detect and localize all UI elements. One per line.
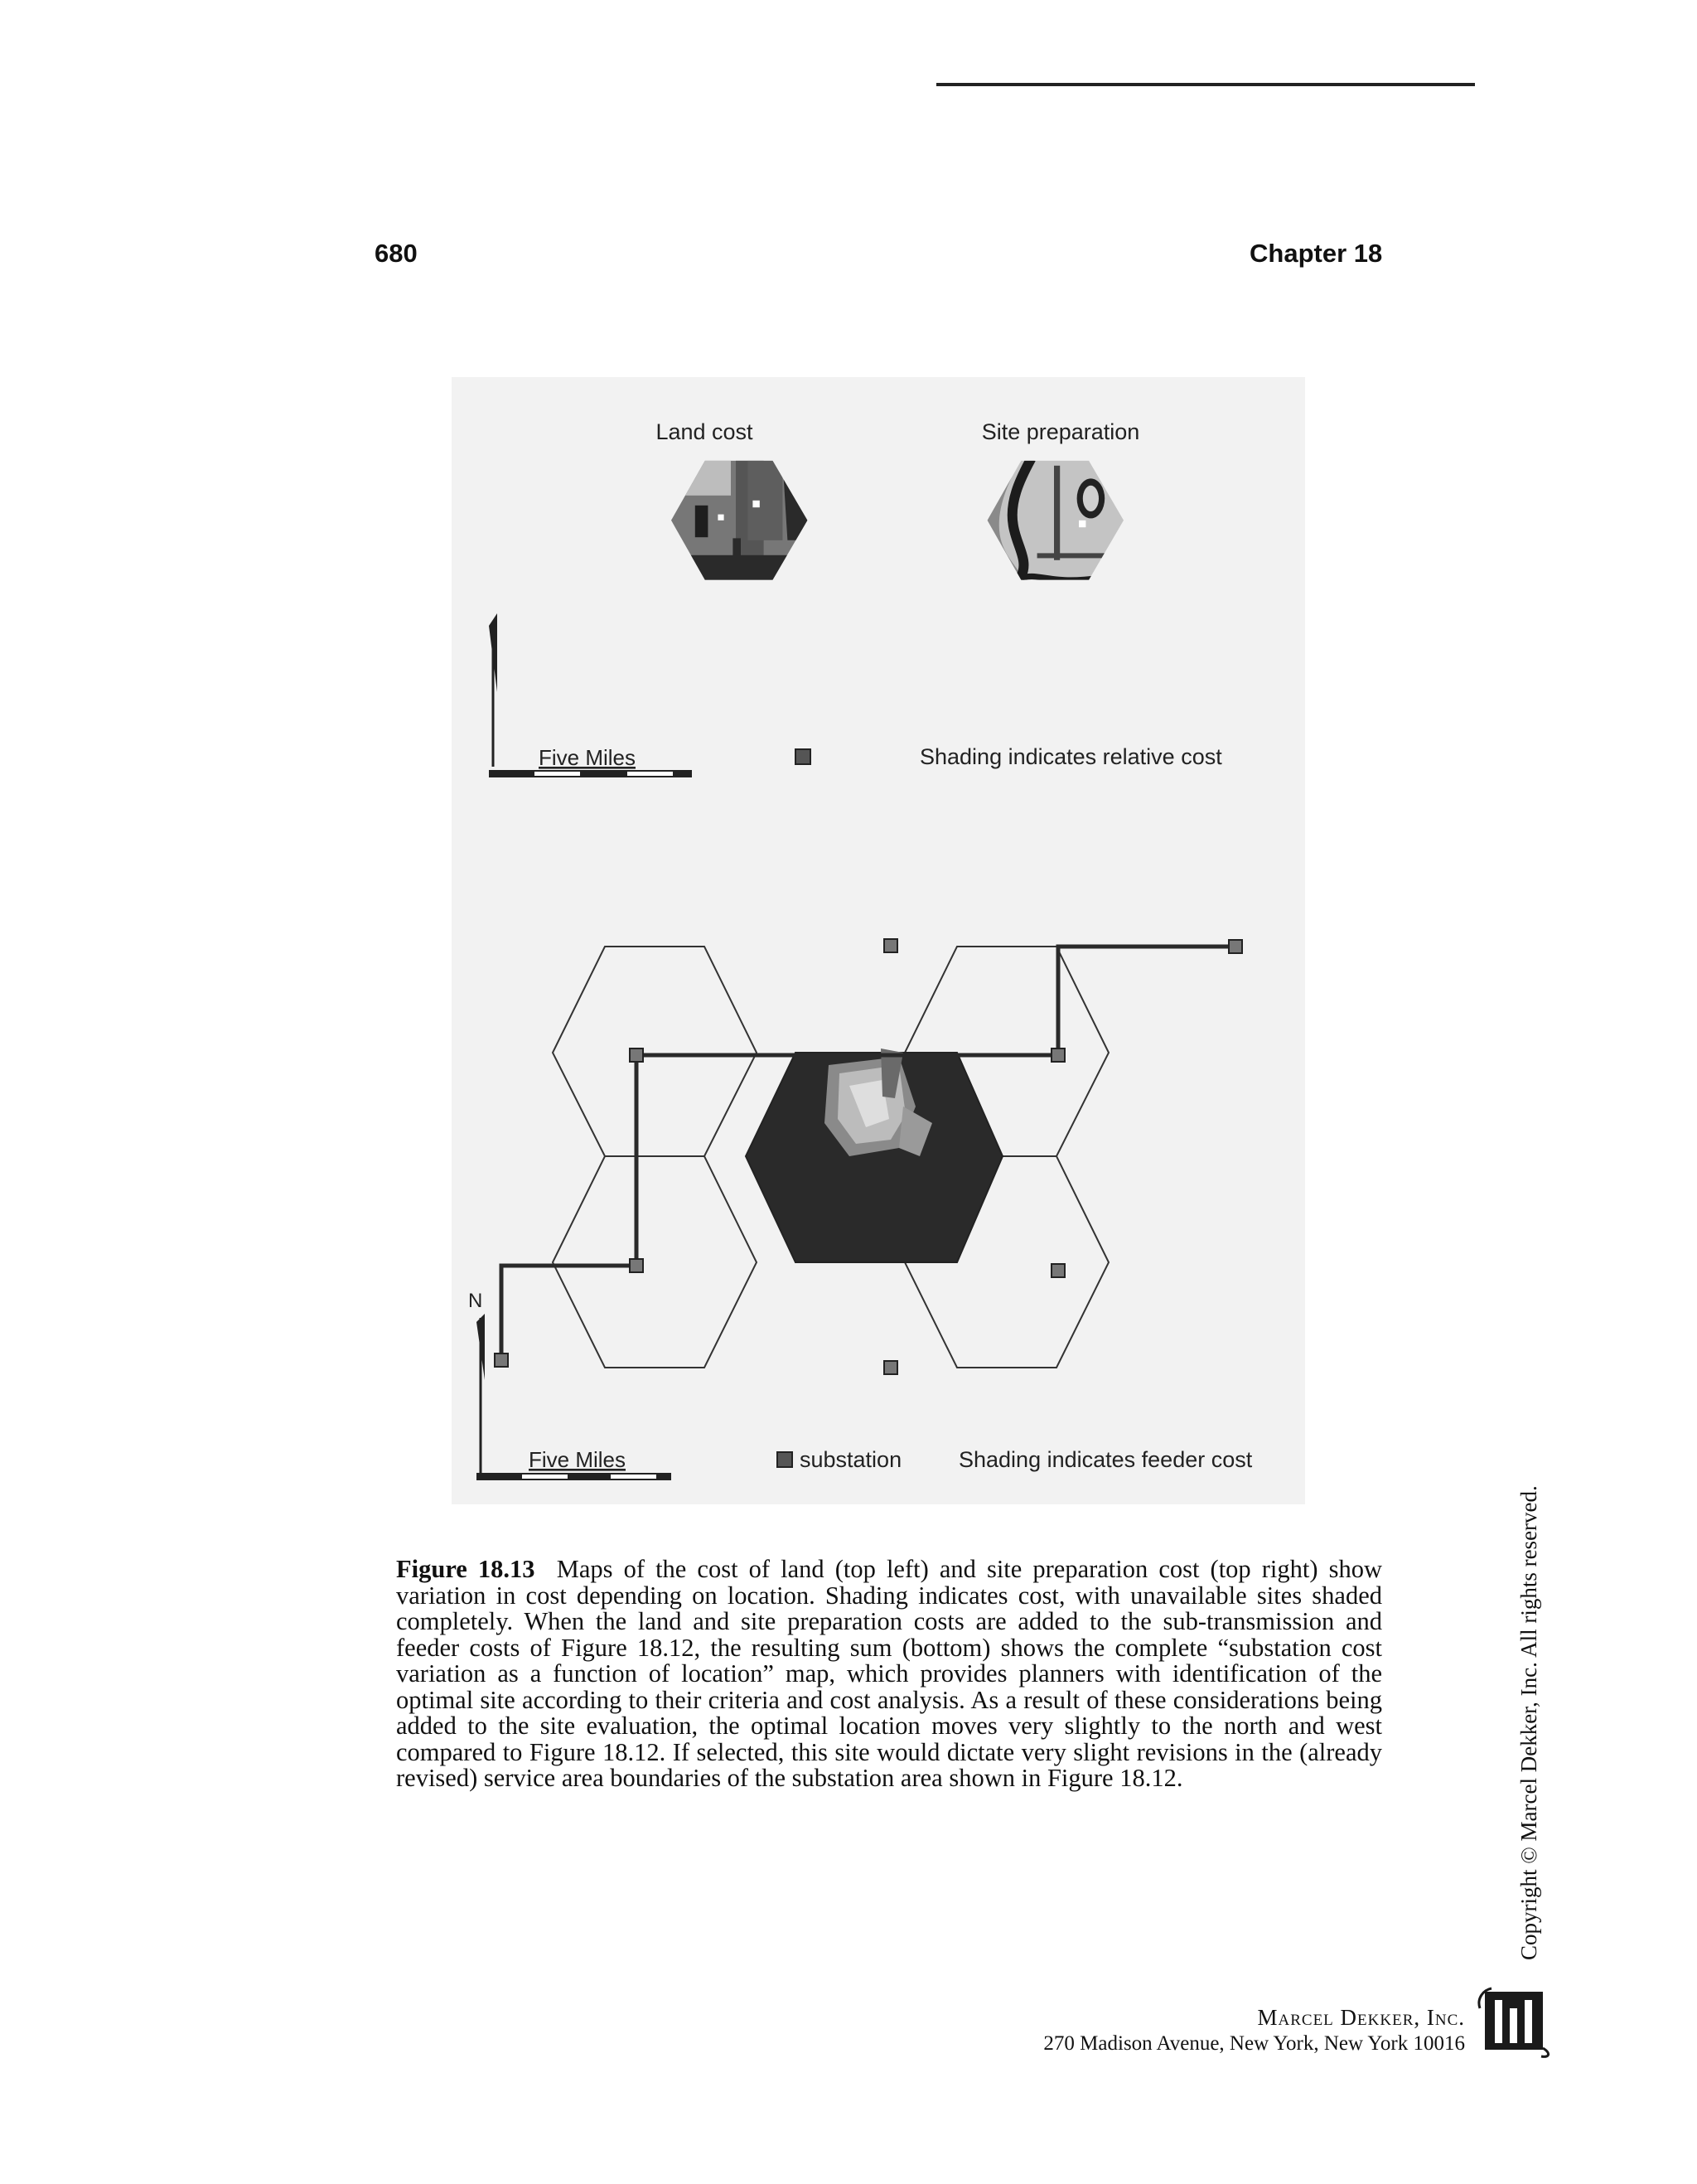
- land-cost-title: Land cost: [655, 419, 753, 444]
- land-region-notch: [732, 538, 741, 558]
- site-lake-island: [1083, 486, 1099, 511]
- land-region-dark-west: [695, 506, 708, 537]
- land-marker: [752, 501, 759, 507]
- top-scale-bar: [489, 770, 692, 777]
- figure-background: [452, 377, 1305, 1504]
- site-marker: [1079, 521, 1085, 527]
- site-road: [1037, 553, 1107, 558]
- site-road: [1054, 466, 1060, 560]
- publisher-logo-icon: [1477, 1983, 1551, 2058]
- substation-legend-swatch: [777, 1452, 792, 1467]
- publisher-address: 270 Madison Avenue, New York, New York 10016: [1043, 2032, 1465, 2055]
- header-rule: [936, 83, 1475, 86]
- land-region-block: [747, 461, 782, 540]
- figure-caption-text: Maps of the cost of land (top left) and site preparation cost (top right) show variation in cost depending on location. Shading indicates cost, with unavailable sites shaded completely. When the land and site preparation costs are added to the sub-transmission and feeder costs of Figure 18.12, the resulting sum (bottom) shows the complete “substation cost variation as a function of location” map, which provides planners with identification of the optimal site according to their criteria and cost analysis. As a result of these considerations being added to the site evaluation, the optimal location moves very slightly to the north and west compared to Figure 18.12. If selected, this site would dictate very slight revisions in the (already revised) service area boundaries of the substation area shown in Figure 18.12.: [396, 1555, 1383, 1792]
- north-label: N: [468, 1290, 483, 1312]
- substation-marker: [884, 1361, 897, 1374]
- substation-marker: [630, 1259, 643, 1272]
- substation-marker: [630, 1048, 643, 1062]
- center-hex: [746, 1048, 1003, 1262]
- top-scale-label: Five Miles: [539, 745, 636, 770]
- substation-marker: [1229, 940, 1242, 953]
- land-marker: [718, 515, 723, 521]
- chapter-label: Chapter 18: [1250, 239, 1383, 268]
- page-number: 680: [375, 239, 418, 268]
- bottom-scale-label: Five Miles: [529, 1447, 626, 1472]
- figure: [452, 377, 1305, 1504]
- top-legend-text: Shading indicates relative cost: [920, 744, 1222, 769]
- substation-legend-label: substation: [800, 1447, 902, 1472]
- site-preparation-title: Site preparation: [981, 419, 1140, 444]
- substation-marker: [1052, 1048, 1065, 1062]
- figure-caption: [396, 1557, 1382, 1792]
- figure-caption-label: Figure 18.13: [396, 1555, 535, 1583]
- publisher-block: [1043, 2004, 1465, 2057]
- figure-graphic: [452, 377, 1305, 1504]
- substation-marker: [884, 939, 897, 952]
- top-legend-swatch: [795, 749, 810, 764]
- substation-marker: [495, 1353, 508, 1367]
- bottom-scale-bar: [476, 1473, 671, 1480]
- publisher-name: Marcel Dekker, Inc.: [1257, 2005, 1465, 2030]
- copyright-notice: Copyright © Marcel Dekker, Inc. All rights reserved.: [1516, 1485, 1541, 1960]
- feeder-legend-text: Shading indicates feeder cost: [959, 1447, 1253, 1472]
- substation-marker: [1052, 1264, 1065, 1277]
